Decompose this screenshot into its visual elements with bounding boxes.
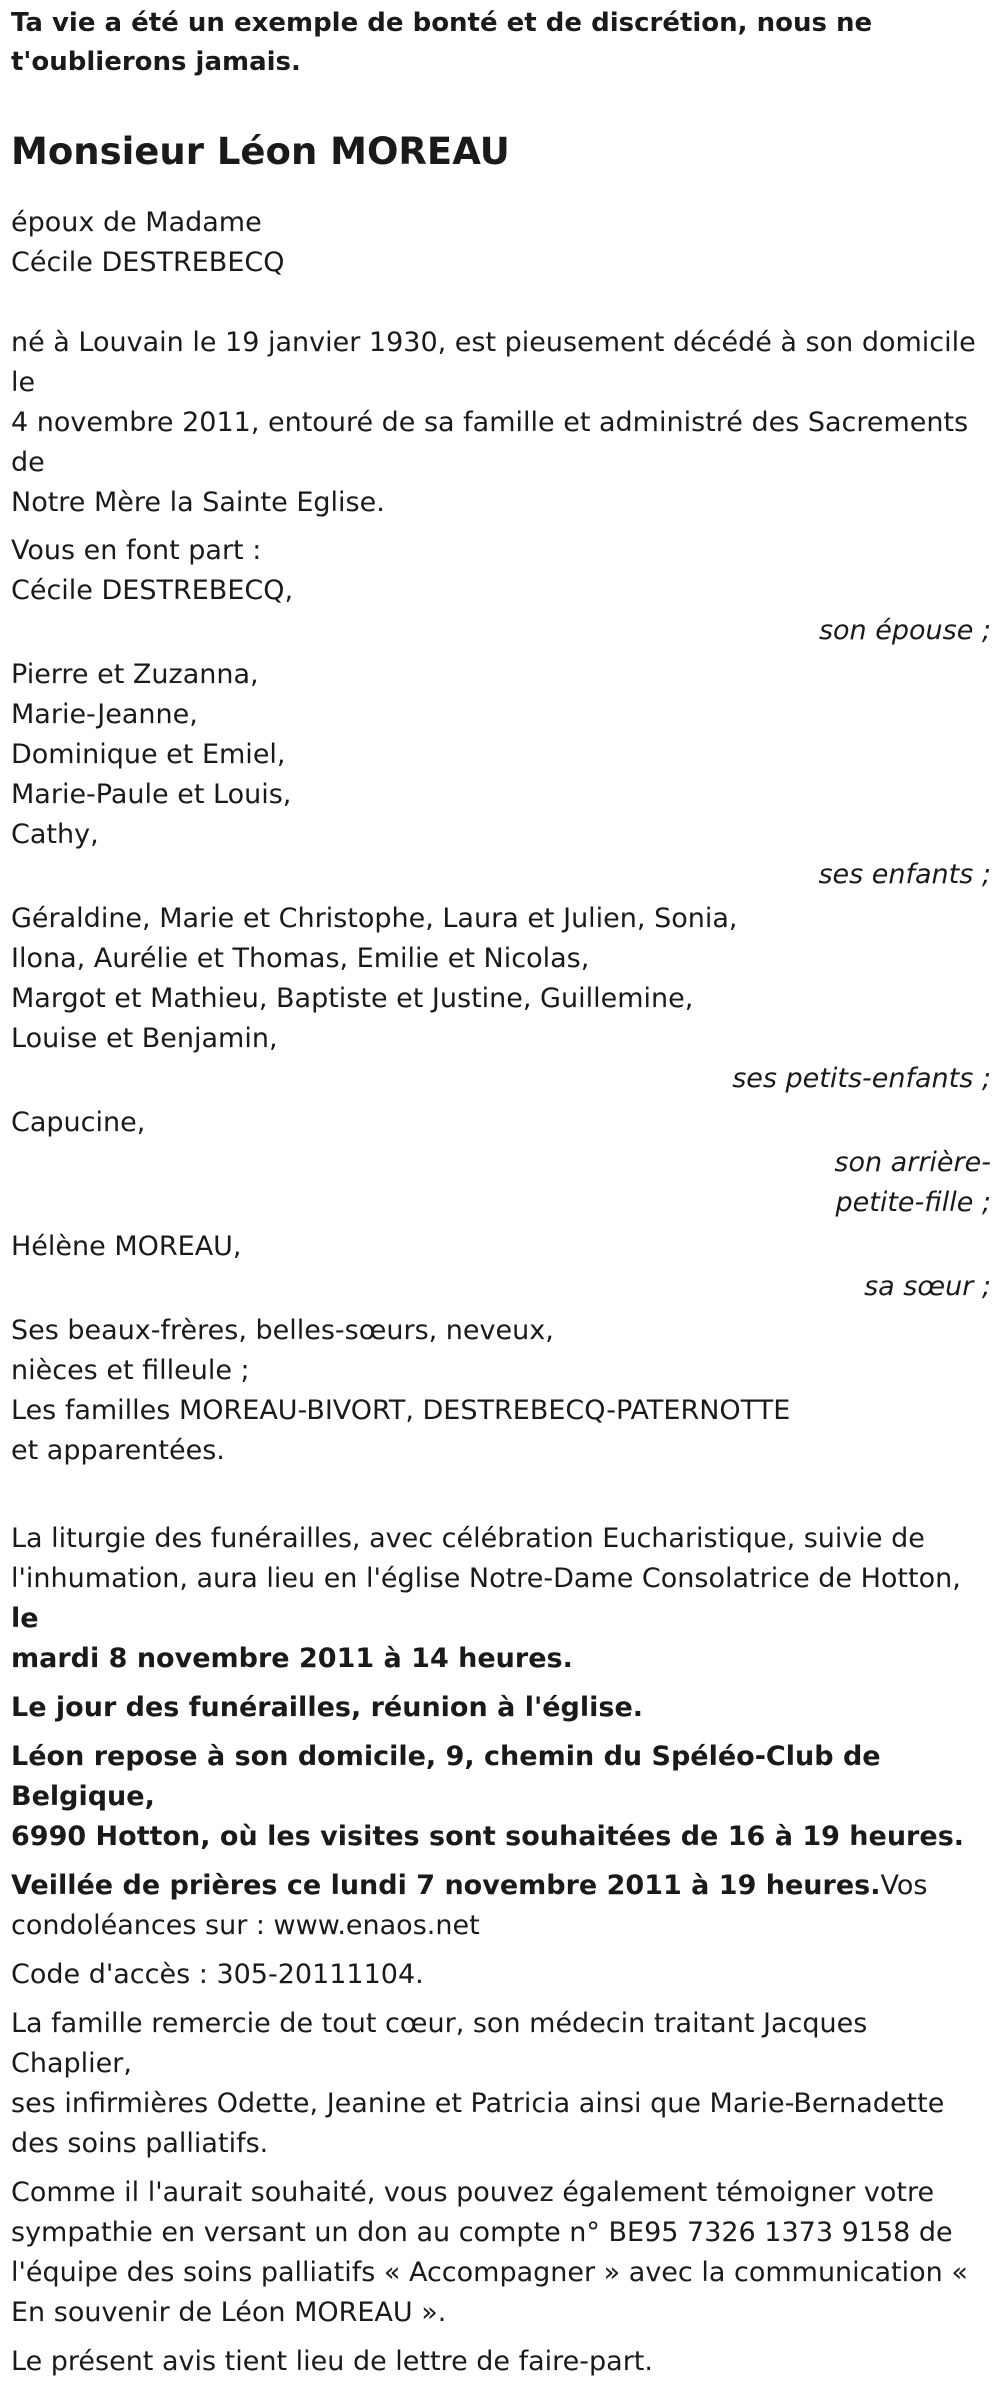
condolences-line: condoléances sur : www.enaos.net — [11, 1910, 480, 1941]
family-name: Dominique et Emiel, — [11, 739, 286, 770]
funeral-date: mardi 8 novembre 2011 à 14 heures. — [11, 1643, 573, 1674]
text-line: 6990 Hotton, où les visites sont souhaitées de 16 à 19 heures. — [11, 1821, 965, 1852]
text-line: Comme il l'aurait souhaité, vous pouvez également témoigner votre — [11, 2177, 935, 2208]
liturgy-date-start: le — [11, 1603, 39, 1634]
birth-death-text — [11, 323, 991, 523]
relation-line: petite-fille ; — [835, 1187, 991, 1218]
text-line: Léon repose à son domicile, 9, chemin du Spéléo-Club de Belgique, — [11, 1741, 881, 1812]
thanks — [11, 2004, 991, 2164]
closing-note: Le présent avis tient lieu de lettre de faire-part. — [11, 2346, 653, 2377]
spouse-block — [11, 203, 991, 283]
epigraph-line: Ta vie a été un exemple de bonté et de discrétion, nous ne — [11, 8, 873, 38]
text-line: Notre Mère la Sainte Eglise. — [11, 487, 385, 518]
text-line: Les familles MOREAU-BIVORT, DESTREBECQ-PATERNOTTE — [11, 1395, 791, 1426]
text-line: ses infirmières Odette, Jeanine et Patricia ainsi que Marie-Bernadette — [11, 2088, 945, 2119]
text-line: né à Louvain le 19 janvier 1930, est pieusement décédé à son domicile le — [11, 327, 976, 398]
family-name: Ilona, Aurélie et Thomas, Emilie et Nicolas, — [11, 943, 590, 974]
text-line: La liturgie des funérailles, avec célébration Eucharistique, suivie de — [11, 1523, 925, 1554]
relation-label — [11, 1143, 991, 1223]
family-name: Louise et Benjamin, — [11, 1023, 278, 1054]
text-line: 4 novembre 2011, entouré de sa famille et administré des Sacrements de — [11, 407, 969, 478]
text-line: Ses beaux-frères, belles-sœurs, neveux, — [11, 1315, 554, 1346]
obituary-notice — [11, 0, 991, 2382]
family-group-children — [11, 655, 991, 895]
text-line — [11, 1559, 991, 1639]
rest-place — [11, 1737, 991, 1857]
epigraph — [11, 4, 991, 82]
spouse-line: Cécile DESTREBECQ — [11, 247, 285, 278]
relation-label: son épouse ; — [818, 615, 991, 646]
family-name: Marie-Jeanne, — [11, 699, 198, 730]
text-line: nièces et filleule ; — [11, 1355, 250, 1386]
relation-label: sa sœur ; — [864, 1271, 991, 1302]
announcement: Vous en font part : — [11, 535, 262, 566]
text-line: En souvenir de Léon MOREAU ». — [11, 2297, 447, 2328]
family-name: Margot et Mathieu, Baptiste et Justine, Guillemine, — [11, 983, 694, 1014]
text-line — [11, 1866, 991, 1906]
relation-label: ses enfants ; — [818, 859, 991, 890]
funeral-details — [11, 1519, 991, 1679]
text-line: et apparentées. — [11, 1435, 225, 1466]
family-name: Capucine, — [11, 1107, 146, 1138]
text-line: La famille remercie de tout cœur, son médecin traitant Jacques Chaplier, — [11, 2008, 868, 2079]
family-group-sister — [11, 1227, 991, 1307]
text-line: l'équipe des soins palliatifs « Accompagner » avec la communication « — [11, 2257, 968, 2288]
relation-label: ses petits-enfants ; — [732, 1063, 991, 1094]
deceased-name: Monsieur Léon MOREAU — [11, 130, 510, 173]
family-name: Marie-Paule et Louis, — [11, 779, 292, 810]
family-name: Pierre et Zuzanna, — [11, 659, 259, 690]
family-name: Hélène MOREAU, — [11, 1231, 242, 1262]
donation-info — [11, 2173, 991, 2333]
access-code: Code d'accès : 305-20111104. — [11, 1959, 424, 1990]
spouse-line: époux de Madame — [11, 207, 262, 238]
family-name: Géraldine, Marie et Christophe, Laura et Julien, Sonia, — [11, 903, 738, 934]
family-group-great-grandchild — [11, 1103, 991, 1223]
condolences-start: Vos — [880, 1870, 928, 1901]
family-name: Cécile DESTREBECQ, — [11, 575, 294, 606]
meeting-info: Le jour des funérailles, réunion à l'église. — [11, 1692, 644, 1723]
family-group-grandchildren — [11, 899, 991, 1099]
liturgy-text: l'inhumation, aura lieu en l'église Notre-Dame Consolatrice de Hotton, — [11, 1563, 961, 1594]
family-name: Cathy, — [11, 819, 99, 850]
vigil-info: Veillée de prières ce lundi 7 novembre 2011 à 19 heures. — [11, 1870, 881, 1901]
epigraph-line: t'oublierons jamais. — [11, 47, 301, 77]
extended-family — [11, 1311, 991, 1471]
family-group-spouse — [11, 571, 991, 651]
text-line: des soins palliatifs. — [11, 2128, 269, 2159]
relation-line: son arrière- — [834, 1147, 991, 1178]
text-line: sympathie en versant un don au compte n° BE95 7326 1373 9158 de — [11, 2217, 953, 2248]
vigil-and-condolences — [11, 1866, 991, 1946]
